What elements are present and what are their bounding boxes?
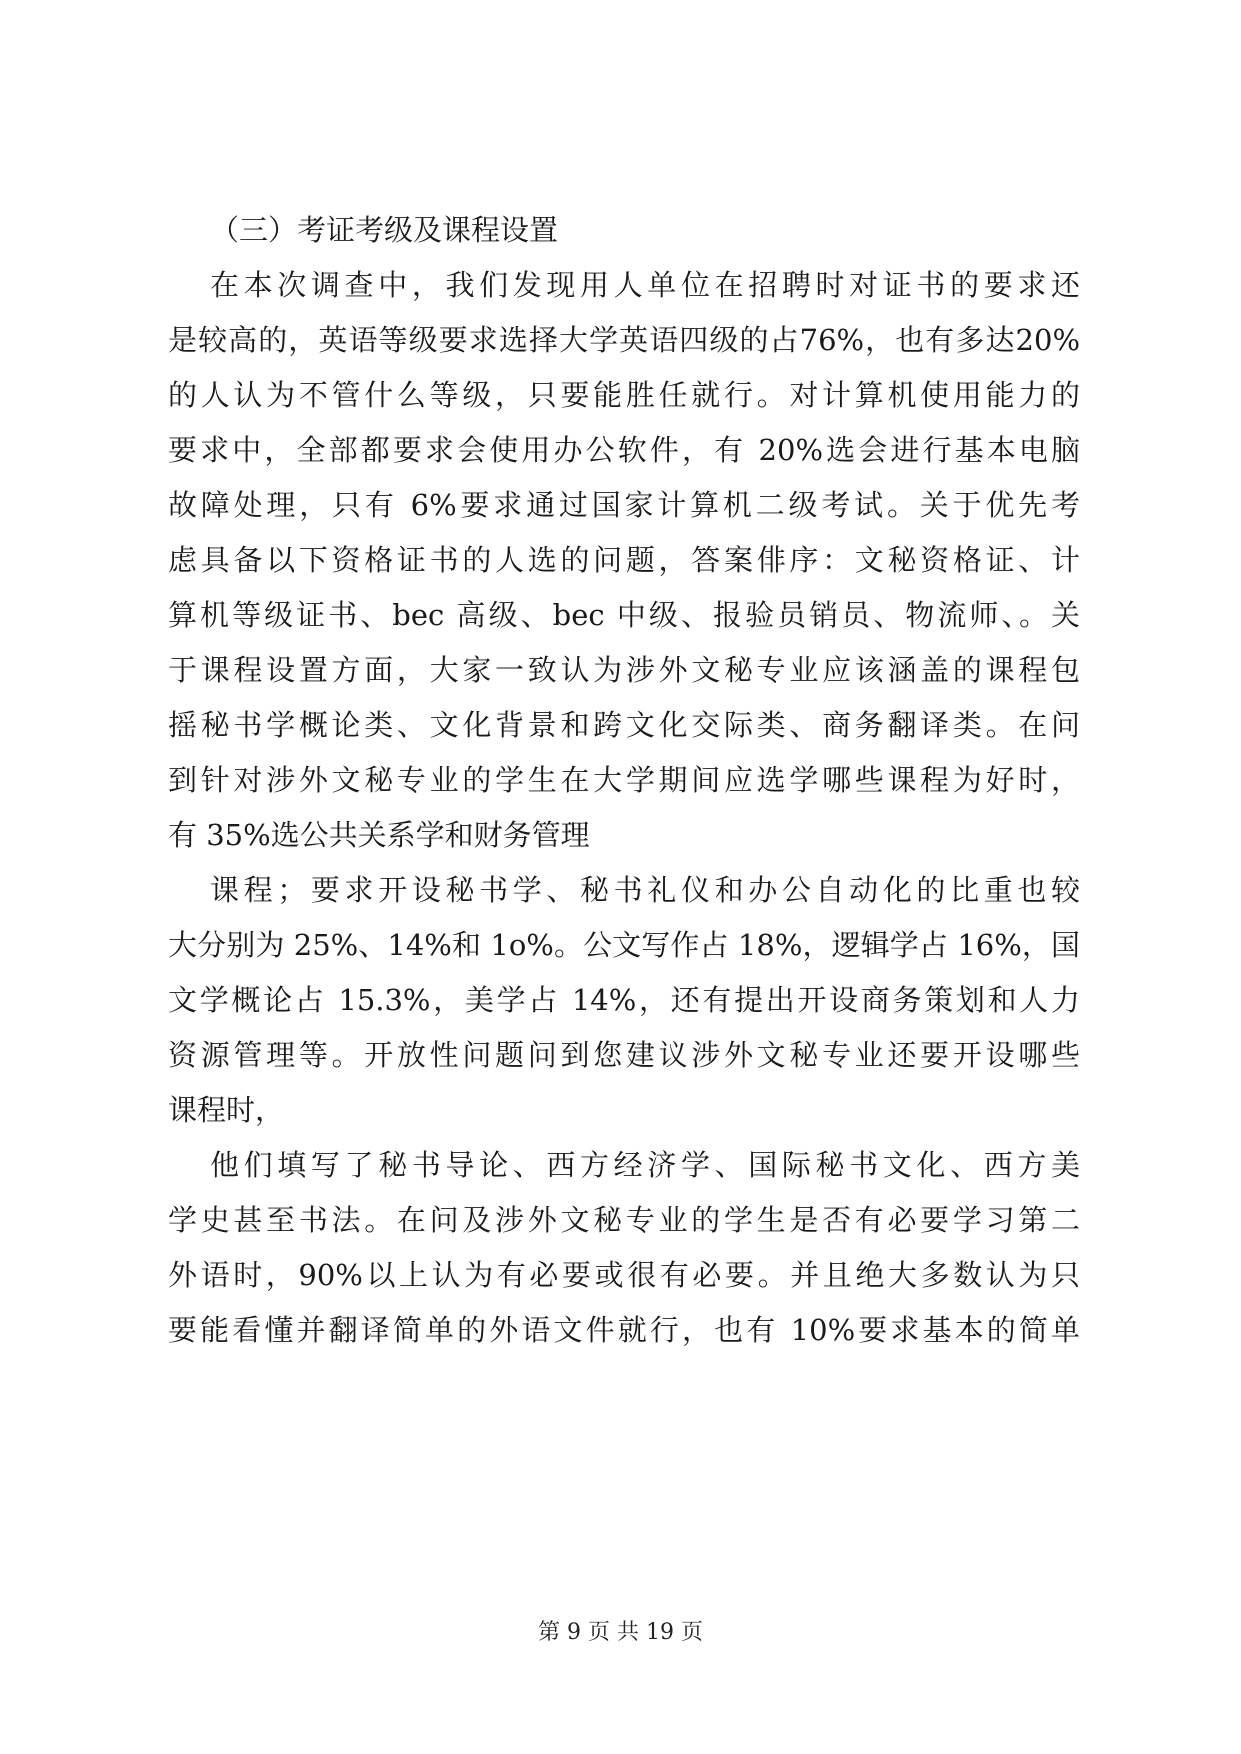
body-line: 文学概论占 15.3%，美学占 14%，还有提出开设商务策划和人力 bbox=[168, 983, 1080, 1017]
body-line: 于课程设置方面，大家一致认为涉外文秘专业应该涵盖的课程包 bbox=[168, 653, 1080, 687]
body-line: 在本次调查中，我们发现用人单位在招聘时对证书的要求还 bbox=[210, 268, 1080, 302]
body-line: 虑具备以下资格证书的人选的问题，答案俳序：文秘资格证、计 bbox=[168, 543, 1080, 577]
page-number-footer: 第 9 页 共 19 页 bbox=[538, 1620, 703, 1645]
body-line: 课程；要求开设秘书学、秘书礼仪和办公自动化的比重也较 bbox=[210, 873, 1080, 907]
body-line: 故障处理，只有 6%要求通过国家计算机二级考试。关于优先考 bbox=[168, 488, 1080, 522]
section-heading: （三）考证考级及课程设置 bbox=[210, 213, 559, 247]
body-line: 要求中，全部都要求会使用办公软件，有 20%选会进行基本电脑 bbox=[168, 433, 1080, 467]
body-line: 外语时，90%以上认为有必要或很有必要。并且绝大多数认为只 bbox=[168, 1258, 1080, 1292]
body-line: 课程时， bbox=[168, 1093, 285, 1127]
body-line: 资源管理等。开放性问题问到您建议涉外文秘专业还要开设哪些 bbox=[168, 1038, 1080, 1072]
body-line: 到针对涉外文秘专业的学生在大学期间应选学哪些课程为好时， bbox=[168, 763, 1080, 797]
body-line: 学史甚至书法。在问及涉外文秘专业的学生是否有必要学习第二 bbox=[168, 1203, 1080, 1237]
body-line: 有 35%选公共关系学和财务管理 bbox=[168, 818, 590, 852]
body-line: 的人认为不管什么等级，只要能胜任就行。对计算机使用能力的 bbox=[168, 378, 1080, 412]
body-line: 摇秘书学概论类、文化背景和跨文化交际类、商务翻译类。在问 bbox=[168, 708, 1080, 742]
body-line: 是较高的，英语等级要求选择大学英语四级的占76%，也有多达20% bbox=[168, 323, 1080, 357]
body-line: 要能看懂并翻译简单的外语文件就行，也有 10%要求基本的简单 bbox=[168, 1313, 1080, 1347]
body-line: 大分别为 25%、14%和 1o%。公文写作占 18%，逻辑学占 16%，国 bbox=[168, 928, 1080, 962]
body-line: 算机等级证书、bec 高级、bec 中级、报验员销员、物流师、。关 bbox=[168, 598, 1080, 632]
body-line: 他们填写了秘书导论、西方经济学、国际秘书文化、西方美 bbox=[210, 1148, 1080, 1182]
